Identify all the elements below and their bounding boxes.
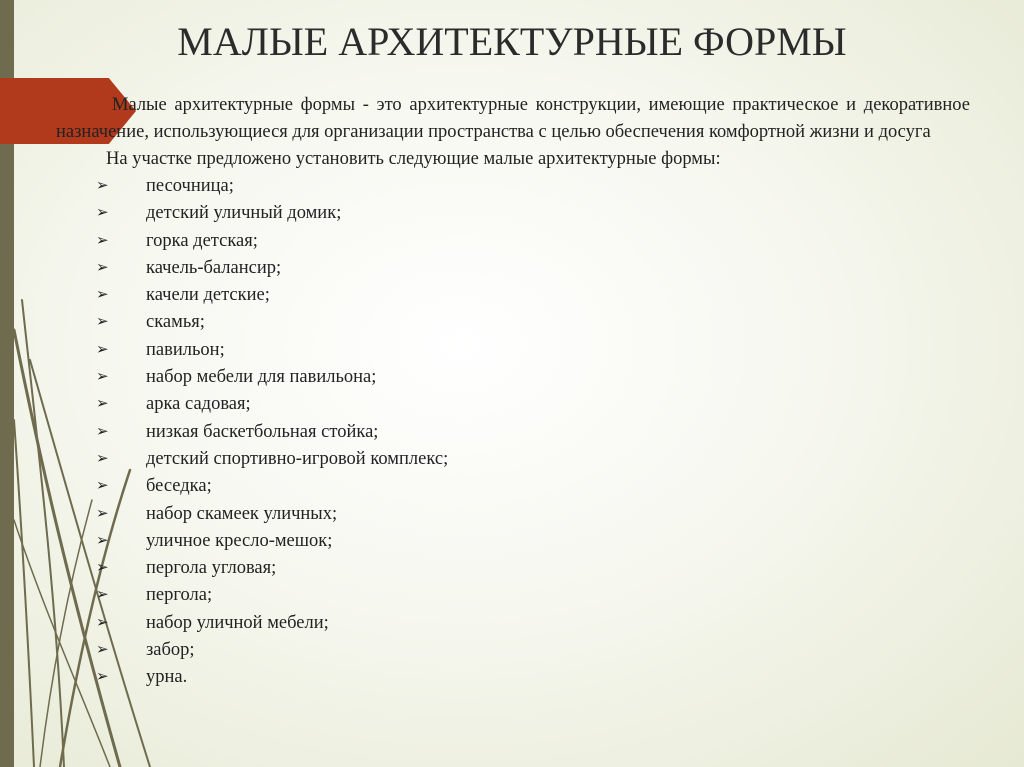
list-item: [56, 473, 970, 500]
list-item-label: беседка;: [146, 476, 212, 497]
list-item: [56, 228, 970, 255]
list-item: [56, 173, 970, 200]
list-item-label: забор;: [146, 640, 195, 661]
arrowhead-bullet-icon: ➢: [96, 259, 109, 276]
list-item-label: арка садовая;: [146, 394, 251, 415]
list-item: [56, 419, 970, 446]
list-item-label: набор мебели для павильона;: [146, 367, 377, 388]
arrowhead-bullet-icon: ➢: [96, 369, 109, 386]
list-item: [56, 255, 970, 282]
list-item-label: качель-балансир;: [146, 257, 282, 278]
list-item: [56, 664, 970, 691]
list-item-label: пергола угловая;: [146, 558, 277, 579]
arrowhead-bullet-icon: ➢: [96, 205, 109, 222]
forms-list: [56, 173, 970, 692]
arrowhead-bullet-icon: ➢: [96, 642, 109, 659]
list-item: [56, 555, 970, 582]
arrowhead-bullet-icon: ➢: [96, 614, 109, 631]
list-item-label: уличное кресло-мешок;: [146, 530, 333, 551]
list-item: [56, 364, 970, 391]
arrowhead-bullet-icon: ➢: [96, 232, 109, 249]
list-item-label: набор уличной мебели;: [146, 612, 329, 633]
arrowhead-bullet-icon: ➢: [96, 478, 109, 495]
arrowhead-bullet-icon: ➢: [96, 341, 109, 358]
list-item-label: детский спортивно-игровой комплекс;: [146, 448, 449, 469]
arrowhead-bullet-icon: ➢: [96, 505, 109, 522]
list-item: [56, 446, 970, 473]
list-item-label: качели детские;: [146, 285, 270, 306]
list-item: [56, 501, 970, 528]
list-item: [56, 528, 970, 555]
list-item-label: песочница;: [146, 176, 234, 196]
list-item-label: набор скамеек уличных;: [146, 503, 338, 524]
arrowhead-bullet-icon: ➢: [96, 396, 109, 413]
list-item: [56, 637, 970, 664]
list-item-label: горка детская;: [146, 230, 258, 251]
list-item: [56, 282, 970, 309]
arrowhead-bullet-icon: ➢: [96, 450, 109, 467]
arrowhead-bullet-icon: ➢: [96, 287, 109, 304]
slide-title: МАЛЫЕ АРХИТЕКТУРНЫЕ ФОРМЫ: [177, 19, 847, 64]
slide-body: [56, 92, 970, 692]
intro-paragraph: Малые архитектурные формы - это архитектурные конструкции, имеющие практическое и декоративное назначение, использующиеся для организации пространства с целью обеспечения комфортной жизни и досуга: [56, 95, 970, 142]
list-item-label: павильон;: [146, 339, 225, 360]
arrowhead-bullet-icon: ➢: [96, 669, 109, 686]
list-item: [56, 337, 970, 364]
arrowhead-bullet-icon: ➢: [96, 178, 109, 194]
list-item-label: детский уличный домик;: [146, 203, 342, 224]
list-item: [56, 391, 970, 418]
list-item-label: скамья;: [146, 312, 205, 333]
list-lead: На участке предложено установить следующие малые архитектурные формы:: [106, 149, 721, 169]
list-item-label: пергола;: [146, 585, 213, 606]
arrowhead-bullet-icon: ➢: [96, 423, 109, 440]
arrowhead-bullet-icon: ➢: [96, 314, 109, 331]
list-item: [56, 582, 970, 609]
arrowhead-bullet-icon: ➢: [96, 587, 109, 604]
arrowhead-bullet-icon: ➢: [96, 560, 109, 577]
arrowhead-bullet-icon: ➢: [96, 532, 109, 549]
list-item-label: низкая баскетбольная стойка;: [146, 421, 379, 442]
list-item-label: урна.: [146, 667, 188, 688]
list-item: [56, 309, 970, 336]
list-item: [56, 610, 970, 637]
list-item: [56, 200, 970, 227]
